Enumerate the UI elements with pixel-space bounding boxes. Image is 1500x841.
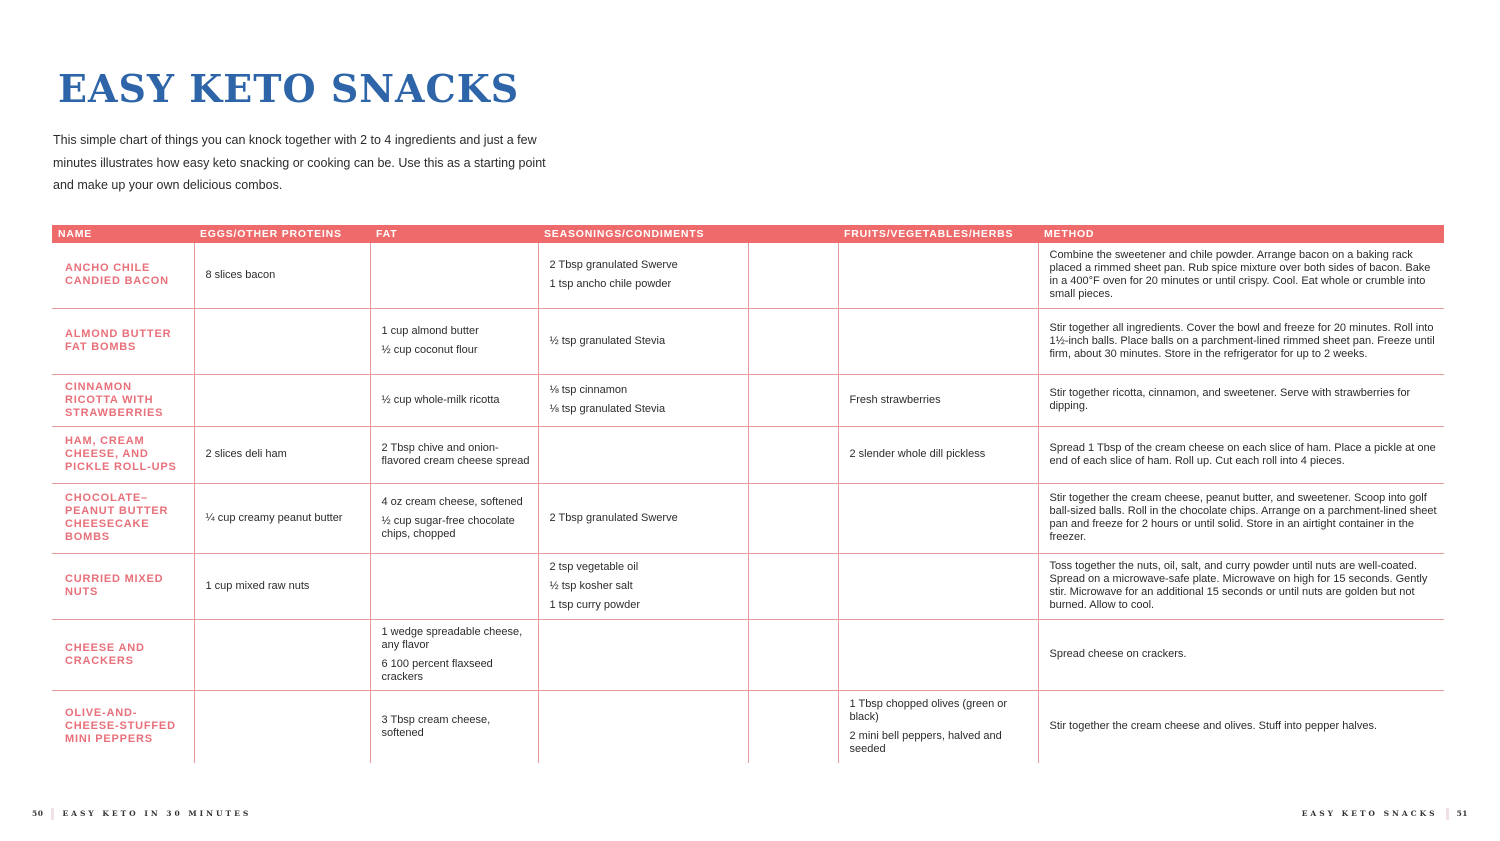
ingredient-item: ½ cup whole-milk ricotta bbox=[381, 393, 500, 406]
header-proteins: EGGS/OTHER PROTEINS bbox=[194, 225, 370, 243]
ingredient-item: 1 cup mixed raw nuts bbox=[205, 579, 310, 592]
seasonings-cell bbox=[538, 553, 748, 619]
ingredient-item: 6 100 percent flaxseed crackers bbox=[381, 657, 493, 683]
header-fat: FAT bbox=[370, 225, 538, 243]
seasonings-cell bbox=[538, 426, 748, 483]
ingredient-item: ½ tsp granulated Stevia bbox=[549, 334, 666, 347]
spacer-cell bbox=[748, 619, 838, 690]
ingredient-item: ⅛ tsp cinnamon bbox=[549, 384, 628, 396]
ingredient-item: 2 tsp vegetable oil bbox=[549, 560, 639, 573]
ingredient-item: ½ tsp kosher salt bbox=[549, 579, 633, 592]
fruits-cell bbox=[838, 426, 1038, 483]
table-row bbox=[52, 308, 1444, 374]
ingredient-item: ¼ cup creamy peanut butter bbox=[205, 511, 343, 524]
method-cell: Combine the sweetener and chile powder. Arrange bacon on a baking rack placed a rimmed sheet pan. Rub spice mixture over both sides of bacon. Bake in a 400°F oven for 20 minutes or until crispy. Cool. Eat whole or crumble into small pieces. bbox=[1038, 243, 1444, 308]
ingredient-item: ⅛ tsp granulated Stevia bbox=[549, 403, 666, 415]
snack-name-cell: ALMOND BUTTER FAT BOMBS bbox=[52, 308, 194, 374]
proteins-cell bbox=[194, 308, 370, 374]
fruits-cell bbox=[838, 483, 1038, 553]
fruits-cell bbox=[838, 374, 1038, 426]
fruits-cell bbox=[838, 243, 1038, 308]
seasonings-cell bbox=[538, 308, 748, 374]
ingredient-item: 2 slices deli ham bbox=[205, 448, 287, 460]
table-row bbox=[52, 483, 1444, 553]
snack-name-cell: CHEESE AND CRACKERS bbox=[52, 619, 194, 690]
fat-cell bbox=[370, 483, 538, 553]
seasonings-cell bbox=[538, 243, 748, 308]
seasonings-cell bbox=[538, 690, 748, 763]
ingredient-item: 1 Tbsp chopped olives (green or black) bbox=[849, 697, 1008, 723]
spacer-cell bbox=[748, 426, 838, 483]
spacer-cell bbox=[748, 553, 838, 619]
ingredient-item: 1 tsp curry powder bbox=[549, 598, 640, 611]
ingredient-item: Fresh strawberries bbox=[849, 393, 941, 406]
left-page-number: 50 bbox=[32, 809, 44, 818]
ingredient-item: 2 slender whole dill pickless bbox=[849, 448, 986, 460]
snack-name-cell: ANCHO CHILE CANDIED BACON bbox=[52, 243, 194, 308]
proteins-cell bbox=[194, 243, 370, 308]
footer-left bbox=[32, 808, 251, 820]
fat-cell bbox=[370, 619, 538, 690]
header-fruits: FRUITS/VEGETABLES/HERBS bbox=[838, 225, 1038, 243]
table-row bbox=[52, 553, 1444, 619]
proteins-cell bbox=[194, 374, 370, 426]
method-cell: Stir together the cream cheese, peanut butter, and sweetener. Scoop into golf ball-sized balls. Roll in the chocolate chips. Arrange on a parchment-lined sheet pan and freeze for 2 hours or until solid. Store in an airtight container in the freezer. bbox=[1038, 483, 1444, 553]
fat-cell bbox=[370, 374, 538, 426]
fruits-cell bbox=[838, 308, 1038, 374]
fruits-cell bbox=[838, 690, 1038, 763]
snack-name-cell: OLIVE-AND-CHEESE-STUFFED MINI PEPPERS bbox=[65, 707, 176, 746]
seasonings-cell bbox=[538, 483, 748, 553]
spacer-cell bbox=[748, 243, 838, 308]
table-row bbox=[52, 243, 1444, 308]
table-row bbox=[52, 619, 1444, 690]
left-running-title: EASY KETO IN 30 MINUTES bbox=[62, 809, 252, 818]
seasonings-cell bbox=[538, 374, 748, 426]
proteins-cell bbox=[194, 483, 370, 553]
page-title: EASY KETO SNACKS bbox=[58, 66, 520, 111]
table-row bbox=[52, 426, 1444, 483]
footer-divider bbox=[51, 808, 54, 820]
method-cell: Spread 1 Tbsp of the cream cheese on each slice of ham. Place a pickle at one end of each slice of ham. Roll up. Cut each roll into 4 pieces. bbox=[1038, 426, 1444, 483]
snack-name-cell: CURRIED MIXED NUTS bbox=[52, 553, 194, 619]
ingredient-item: 4 oz cream cheese, softened bbox=[381, 495, 523, 508]
header-name: NAME bbox=[52, 225, 194, 243]
ingredient-item: 2 Tbsp granulated Swerve bbox=[549, 511, 678, 524]
table-row bbox=[52, 374, 1444, 426]
fat-cell bbox=[370, 690, 538, 763]
fat-cell bbox=[370, 243, 538, 308]
ingredient-item: 1 wedge spreadable cheese, any flavor bbox=[381, 625, 523, 651]
right-running-title: EASY KETO SNACKS bbox=[1301, 809, 1438, 818]
spacer-cell bbox=[748, 483, 838, 553]
ingredient-item: ½ cup coconut flour bbox=[381, 344, 478, 356]
intro-paragraph: This simple chart of things you can knock together with 2 to 4 ingredients and just a few minutes illustrates how easy keto snacking or cooking can be. Use this as a starting point and make up your own delicious combos. bbox=[53, 133, 546, 192]
ingredient-item: 1 cup almond butter bbox=[381, 325, 479, 337]
footer-right bbox=[1302, 808, 1468, 820]
proteins-cell bbox=[194, 690, 370, 763]
footer-divider bbox=[1446, 808, 1449, 820]
ingredient-item: 1 tsp ancho chile powder bbox=[549, 278, 672, 291]
spacer-cell bbox=[748, 690, 838, 763]
header-spacer bbox=[748, 225, 838, 243]
right-page-number: 51 bbox=[1456, 809, 1468, 818]
snack-name-cell: CINNAMON RICOTTA WITH STRAWBERRIES bbox=[52, 374, 194, 426]
fat-cell bbox=[370, 426, 538, 483]
ingredient-item: 3 Tbsp cream cheese, softened bbox=[381, 713, 491, 739]
method-cell: Stir together ricotta, cinnamon, and sweetener. Serve with strawberries for dipping. bbox=[1038, 374, 1444, 426]
method-cell: Spread cheese on crackers. bbox=[1038, 619, 1444, 690]
fruits-cell bbox=[838, 553, 1038, 619]
proteins-cell bbox=[194, 553, 370, 619]
snack-name-cell: HAM, CREAM CHEESE, AND PICKLE ROLL-UPS bbox=[52, 426, 194, 483]
ingredient-item: ½ cup sugar-free chocolate chips, chopped bbox=[381, 514, 515, 540]
ingredient-item: 2 Tbsp chive and onion-flavored cream cheese spread bbox=[381, 441, 530, 467]
table-header-row bbox=[52, 225, 1444, 243]
ingredient-item: 2 Tbsp granulated Swerve bbox=[549, 259, 678, 272]
ingredient-item: 2 mini bell peppers, halved and seeded bbox=[849, 729, 1002, 755]
method-cell: Stir together all ingredients. Cover the bowl and freeze for 20 minutes. Roll into 1½-inch balls. Place balls on a parchment-lined rimmed sheet pan. Freeze until firm, about 30 minutes. Store in the refrigerator for up to 2 weeks. bbox=[1038, 308, 1444, 374]
method-cell: Stir together the cream cheese and olives. Stuff into pepper halves. bbox=[1038, 690, 1444, 763]
snack-name-cell: CHOCOLATE–PEANUT BUTTER CHEESECAKE BOMBS bbox=[52, 483, 194, 553]
spacer-cell bbox=[748, 308, 838, 374]
header-method: METHOD bbox=[1038, 225, 1444, 243]
seasonings-cell bbox=[538, 619, 748, 690]
method-cell: Toss together the nuts, oil, salt, and curry powder until nuts are well-coated. Spread on a microwave-safe plate. Microwave on high for 15 seconds. Gently stir. Microwave for an additional 15 seconds or until nuts are golden but not burned. Allow to cool. bbox=[1038, 553, 1444, 619]
proteins-cell bbox=[194, 426, 370, 483]
ingredient-item: 8 slices bacon bbox=[205, 268, 276, 281]
fruits-cell bbox=[838, 619, 1038, 690]
snacks-table bbox=[52, 225, 1444, 763]
proteins-cell bbox=[194, 619, 370, 690]
spacer-cell bbox=[748, 374, 838, 426]
header-seasonings: SEASONINGS/CONDIMENTS bbox=[538, 225, 748, 243]
fat-cell bbox=[370, 308, 538, 374]
fat-cell bbox=[370, 553, 538, 619]
table-row bbox=[52, 690, 1444, 763]
